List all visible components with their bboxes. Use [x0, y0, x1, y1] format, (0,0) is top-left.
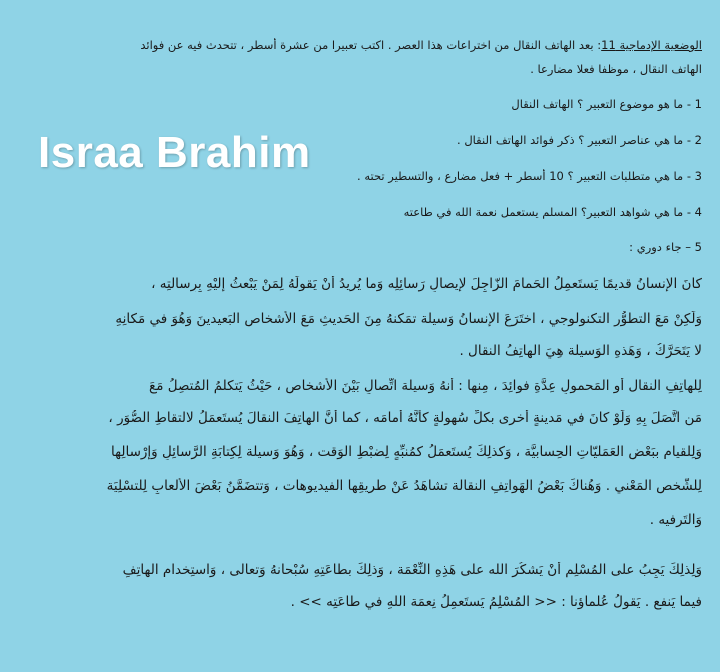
question-4: [14, 205, 702, 219]
question-number: 3 -: [686, 169, 702, 183]
essay-line: فيما يَنفع . يَقولُ عُلماؤنا : << المُسْلِمُ يَستَعمِلُ نِعمَة اللهِ في طاعَتِه >> .: [290, 594, 702, 610]
prompt-text: : بعد الهاتف النقال من اختراعات هذا العصر . اكتب تعبيرا من عشرة أسطر ، تتحدث فيه عن فوائد: [140, 38, 602, 52]
essay-line: لِلهاتِفِ النقال أو المَحمولِ عِدَّةِ فوائِدَ ، مِنها : أنهُ وَسيلة اتِّصالٍ بَيْنَ الأشخاص ، حَيْثُ يَتكلمُ المُتصِلُ مَعَ: [149, 378, 702, 394]
question-number: 5 –: [685, 240, 702, 254]
question-text: جاء دوري :: [629, 240, 682, 254]
watermark-text: Israa Brahim: [38, 128, 311, 177]
question-text: ما هي شواهد التعبير؟ المسلم يستعمل نعمة الله في طاعته: [403, 205, 684, 219]
prompt-label: الوضعية الإدماجية 11: [601, 38, 702, 52]
question-1: [14, 97, 702, 111]
essay-line: مَن اتَّصَلَ بِهِ وَلَوْ كانَ في مَدينةٍ أخرى بكلِّ سُهولةٍ كأنَّهُ أمامَه ، كما أنَّ الهاتِفَ النقالَ يُستَعمَلُ لالتقاطِ الصُّوَرِ ،: [108, 410, 702, 426]
question-text: ما هو موضوع التعبير ؟ الهاتف النقال: [511, 97, 684, 111]
prompt-line-2: الهاتف النقال ، موظفا فعلا مضارعا .: [530, 62, 702, 76]
essay-line: وَالتَرفيه .: [649, 512, 702, 528]
question-text: ما هي عناصر التعبير ؟ ذكر فوائد الهاتف النقال .: [457, 133, 684, 147]
essay-line: وَلِذلِكَ يَجِبُ على المُسْلِمِ أنْ يَشكُرَ الله على هَذِهِ النِّعْمَة ، وَذلِكَ بطاعَتِهِ سُبْحانهُ وَتعالى ، وَاستِخدامِ الهاتِفِ: [122, 562, 702, 578]
question-5: [14, 240, 702, 254]
prompt-line-1: [14, 38, 702, 52]
question-number: 1 -: [686, 97, 702, 111]
essay-line: كانَ الإنسانُ قديمًا يَستَعمِلُ الحَمامَ الزّاجِلَ لإيصالِ رَسائِلِه وَما يُريدُ أنْ يَقولَهُ لِمَنْ يَبْعثُ إليْهِ بِرِسالتِه ،: [151, 276, 702, 292]
essay-line: لا يَتَحَرَّكُ ، وَهَذهِ الوَسيلة هِيَ الهاتِفُ النقال .: [459, 343, 702, 359]
question-number: 4 -: [686, 205, 702, 219]
question-number: 2 -: [686, 133, 702, 147]
question-text: ما هي متطلبات التعبير ؟ 10 أسطر + فعل مضارع ، والتسطير تحته .: [357, 169, 684, 183]
essay-line: لِلشَّخصِ المَعْني . وَهُناكَ بَعْضُ الهَواتِفِ النقالة تشاهَدُ عَنْ طريقِها الفيديوهات ، وَتتضَمَّنُ بَعْضَ الألعابِ لِلتسْلِيَة: [106, 478, 702, 494]
essay-line: وَلَكِنْ مَعَ التطوُّرِ التكنولوجي ، اختَرَعَ الإنسانُ وَسيلة تمَكنهُ مِنَ الحَديثِ مَعَ الأشخاصِ البَعيدينَ وَهُوَ في مَكانِهِ: [115, 311, 702, 327]
essay-line: وَلِلقيامِ ببَعْضِ العَمَليّاتِ الحِسابيَّة ، وَكذلِكَ يُستَعمَلُ كمُنبِّهٍ لِضبْطِ الوَقت ، وَهُوَ وَسيلة لِكِتابَةِ الرَّسائِلِ وَإرْسالِها: [111, 444, 702, 460]
